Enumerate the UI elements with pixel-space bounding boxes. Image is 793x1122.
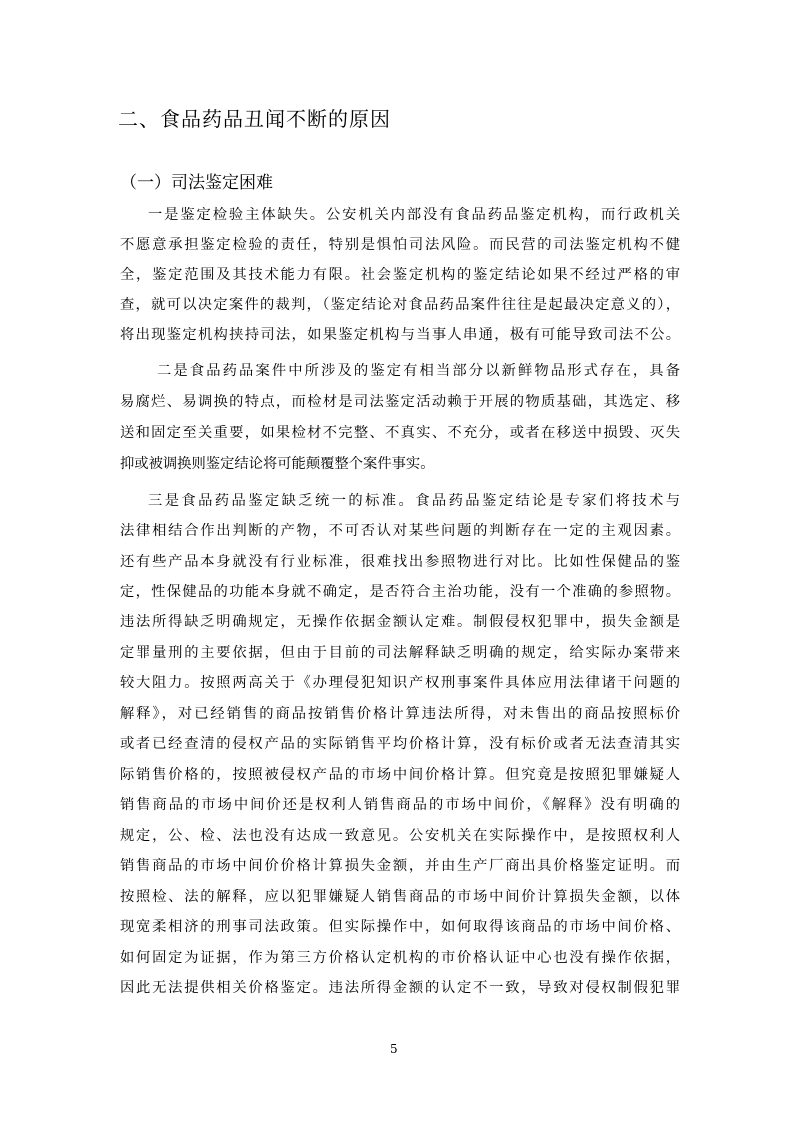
page-number: 5: [390, 1042, 398, 1056]
paragraph-2-line-4: 抑或被调换则鉴定结论将可能颠覆整个案件事实。: [120, 456, 435, 472]
paragraph-3-line-3: 还有些产品本身就没有行业标准，很难找出参照物进行对比。比如性保健品的鉴: [120, 554, 680, 570]
paragraph-3-line-1: 三是食品药品鉴定缺乏统一的标准。食品药品鉴定结论是专家们将技术与: [148, 493, 680, 509]
paragraph-1-line-5: 将出现鉴定机构挟持司法，如果鉴定机构与当事人串通，极有可能导致司法不公。: [120, 327, 680, 343]
subsection-heading: （一）司法鉴定困难: [120, 173, 273, 193]
paragraph-1-line-1: 一是鉴定检验主体缺失。公安机关内部没有食品药品鉴定机构，而行政机关: [148, 207, 680, 223]
paragraph-3-line-4: 定，性保健品的功能本身就不确定，是否符合主治功能，没有一个准确的参照物。: [120, 584, 680, 600]
paragraph-3-line-12: 规定，公、检、法也没有达成一致意见。公安机关在实际操作中，是按照权利人: [120, 828, 680, 844]
paragraph-1-line-2: 不愿意承担鉴定检验的责任，特别是惧怕司法风险。而民营的司法鉴定机构不健: [120, 237, 680, 253]
paragraph-3-line-9: 或者已经查清的侵权产品的实际销售平均价格计算，没有标价或者无法查清其实: [120, 736, 680, 752]
paragraph-3-line-7: 较大阻力。按照两高关于《办理侵犯知识产权刑事案件具体应用法律诸干问题的: [120, 675, 680, 691]
paragraph-2-line-3: 送和固定至关重要，如果检材不完整、不真实、不充分，或者在移送中损毁、灭失: [120, 425, 680, 441]
paragraph-3-line-2: 法律相结合作出判断的产物，不可否认对某些问题的判断存在一定的主观因素。: [120, 523, 680, 539]
paragraph-3-line-15: 现宽柔相济的刑事司法政策。但实际操作中，如何取得该商品的市场中间价格、: [120, 919, 680, 935]
paragraph-2-line-2: 易腐烂、易调换的特点，而检材是司法鉴定活动赖于开展的物质基础，其选定、移: [120, 394, 680, 410]
paragraph-3-line-10: 际销售价格的，按照被侵权产品的市场中间价格计算。但究竟是按照犯罪嫌疑人: [120, 767, 680, 783]
paragraph-2-line-1: 二是食品药品案件中所涉及的鉴定有相当部分以新鲜物品形式存在，具备: [157, 363, 680, 379]
paragraph-1-line-4: 查，就可以决定案件的裁判，（鉴定结论对食品药品案件往往是起最决定意义的），: [120, 297, 680, 313]
paragraph-3-line-6: 定罪量刑的主要依据，但由于目前的司法解释缺乏明确的规定，给实际办案带来: [120, 645, 680, 661]
section-heading: 二、食品药品丑闻不断的原因: [118, 107, 391, 131]
paragraph-3-line-11: 销售商品的市场中间价还是权利人销售商品的市场中间价，《解释》没有明确的: [120, 797, 680, 813]
paragraph-3-line-13: 销售商品的市场中间价价格计算损失金额，并由生产厂商出具价格鉴定证明。而: [120, 858, 680, 874]
paragraph-3-line-17: 因此无法提供相关价格鉴定。违法所得金额的认定不一致，导致对侵权制假犯罪: [120, 980, 680, 996]
paragraph-3-line-16: 如何固定为证据，作为第三方价格认定机构的市价格认证中心也没有操作依据，: [120, 950, 680, 966]
paragraph-3-line-5: 违法所得缺乏明确规定，无操作依据金额认定难。制假侵权犯罪中，损失金额是: [120, 614, 680, 630]
paragraph-3-line-8: 解释》，对已经销售的商品按销售价格计算违法所得，对未售出的商品按照标价: [120, 706, 680, 722]
paragraph-3-line-14: 按照检、法的解释，应以犯罪嫌疑人销售商品的市场中间价计算损失金额，以体: [120, 889, 680, 905]
paragraph-1-line-3: 全，鉴定范围及其技术能力有限。社会鉴定机构的鉴定结论如果不经过严格的审: [120, 267, 680, 283]
